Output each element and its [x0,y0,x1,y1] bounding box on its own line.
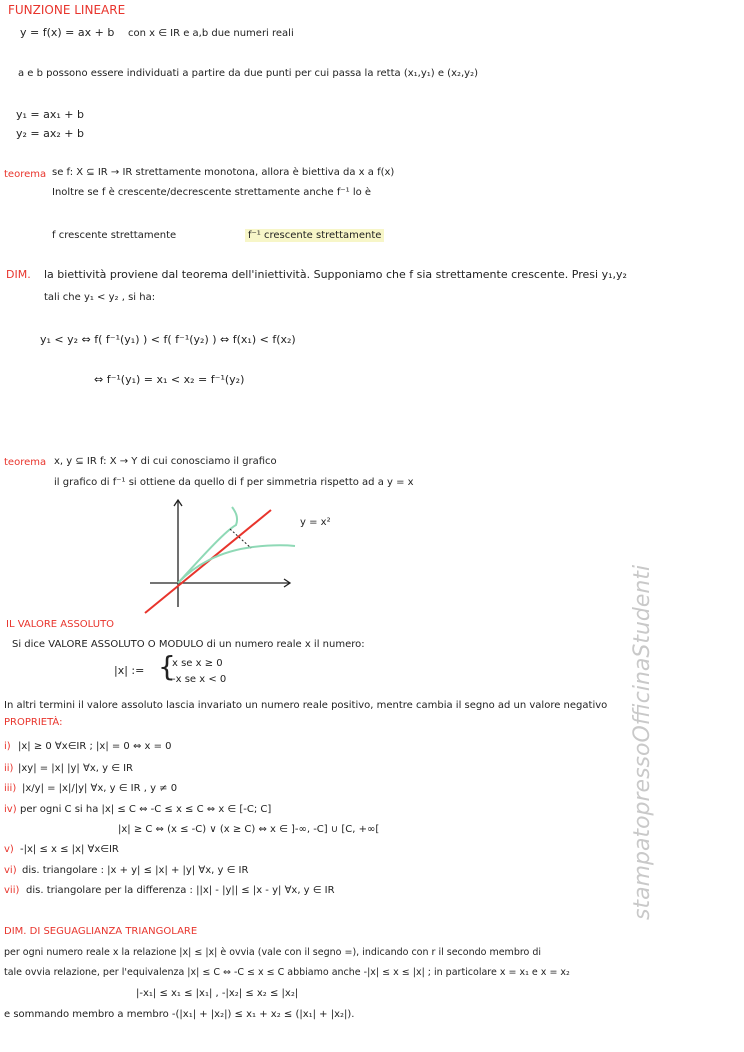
absolute-formula-lhs: |x| := [114,664,145,677]
theorem-label-2: teorema [4,457,47,468]
property-number: ii) [4,763,14,774]
proof-1-line-1: la biettività proviene dal teorema dell'iniettività. Supponiamo che f sia strettamente crescente. Presi y₁,y₂ [44,268,627,281]
proof-1-line-2: tali che y₁ < y₂ , si ha: [44,292,156,303]
linear-sentence: a e b possono essere individuati a partire da due punti per cui passa la retta (x₁,y₁) e (x₂,y₂) [18,68,479,79]
proof-2-line-3: |-x₁| ≤ x₁ ≤ |x₁| , -|x₂| ≤ x₂ ≤ |x₂| [136,988,299,999]
proof-label-1: DIM. [6,268,31,281]
property-text: -|x| ≤ x ≤ |x| ∀x∈IR [20,844,119,855]
absolute-case-2: -x se x < 0 [172,674,227,685]
linear-definition: y = f(x) = ax + b [20,26,115,39]
section-title-proof-2: DIM. DI SEGUAGLIANZA TRIANGOLARE [4,926,198,937]
property-number: iv) [4,804,17,815]
property-text: |x| ≥ 0 ∀x∈IR ; |x| = 0 ⇔ x = 0 [18,741,172,752]
property-text: per ogni C si ha |x| ≤ C ⇔ -C ≤ x ≤ C ⇔ x ∈ [-C; C] [20,804,272,815]
property-text: |x| ≥ C ⇔ (x ≤ -C) ∨ (x ≥ C) ⇔ x ∈ ]-∞, -C] ∪ [C, +∞[ [118,824,380,835]
f-increasing-note: f crescente strettamente [52,230,177,241]
graph-label: y = x² [300,517,331,528]
f-inverse-increasing-note: f⁻¹ crescente strettamente [245,229,384,242]
theorem-1-line-1: se f: X ⊆ IR → IR strettamente monotona, allora è biettiva da x a f(x) [52,167,395,178]
proof-1-line-3: y₁ < y₂ ⇔ f( f⁻¹(y₁) ) < f( f⁻¹(y₂) ) ⇔ f(x₁) < f(x₂) [40,333,296,346]
property-number: i) [4,741,11,752]
watermark: stampatopressoOfficinaStudenti [630,564,655,920]
theorem-2-line-1: x, y ⊆ IR f: X → Y di cui conosciamo il grafico [54,456,277,467]
property-number: vii) [4,885,20,896]
section-title-absolute: IL VALORE ASSOLUTO [6,619,115,630]
property-text: dis. triangolare : |x + y| ≤ |x| + |y| ∀x, y ∈ IR [22,865,249,876]
theorem-2-line-2: il grafico di f⁻¹ si ottiene da quello di f per simmetria rispetto ad a y = x [54,477,414,488]
brace-symbol: { [158,650,176,683]
property-number: iii) [4,783,17,794]
absolute-case-1: x se x ≥ 0 [172,658,223,669]
equation-1: y₁ = ax₁ + b [16,108,84,121]
absolute-explanation: In altri termini il valore assoluto lascia invariato un numero reale positivo, mentre cambia il segno ad un valore negativo [4,700,608,711]
linear-condition: con x ∈ IR e a,b due numeri reali [128,28,294,39]
property-text: |xy| = |x| |y| ∀x, y ∈ IR [18,763,133,774]
proof-1-line-4: ⇔ f⁻¹(y₁) = x₁ < x₂ = f⁻¹(y₂) [94,373,245,386]
symmetry-segment [230,529,251,548]
proof-2-line-4: e sommando membro a membro -(|x₁| + |x₂|) ≤ x₁ + x₂ ≤ (|x₁| + |x₂|). [4,1009,355,1020]
section-title-linear: FUNZIONE LINEARE [8,3,126,17]
property-number: v) [4,844,14,855]
theorem-label-1: teorema [4,169,47,180]
property-number: vi) [4,865,17,876]
proof-2-line-1: per ogni numero reale x la relazione |x| ≤ |x| è ovvia (vale con il segno =), indicando con r il secondo membro di [4,947,542,958]
property-text: dis. triangolare per la differenza : ||x| - |y|| ≤ |x - y| ∀x, y ∈ IR [26,885,335,896]
absolute-definition: Si dice VALORE ASSOLUTO O MODULO di un numero reale x il numero: [12,639,365,650]
proof-2-line-2: tale ovvia relazione, per l'equivalenza |x| ≤ C ⇔ -C ≤ x ≤ C abbiamo anche -|x| ≤ x ≤ |x| ; in particolare x = x₁ e x = x₂ [4,967,570,978]
property-text: |x/y| = |x|/|y| ∀x, y ∈ IR , y ≠ 0 [22,783,178,794]
equation-2: y₂ = ax₂ + b [16,127,84,140]
bisector-line [145,510,271,613]
theorem-1-line-2: Inoltre se f è crescente/decrescente strettamente anche f⁻¹ lo è [52,187,372,198]
inverse-function-graph [135,495,310,620]
properties-title: PROPRIETÀ: [4,717,63,728]
